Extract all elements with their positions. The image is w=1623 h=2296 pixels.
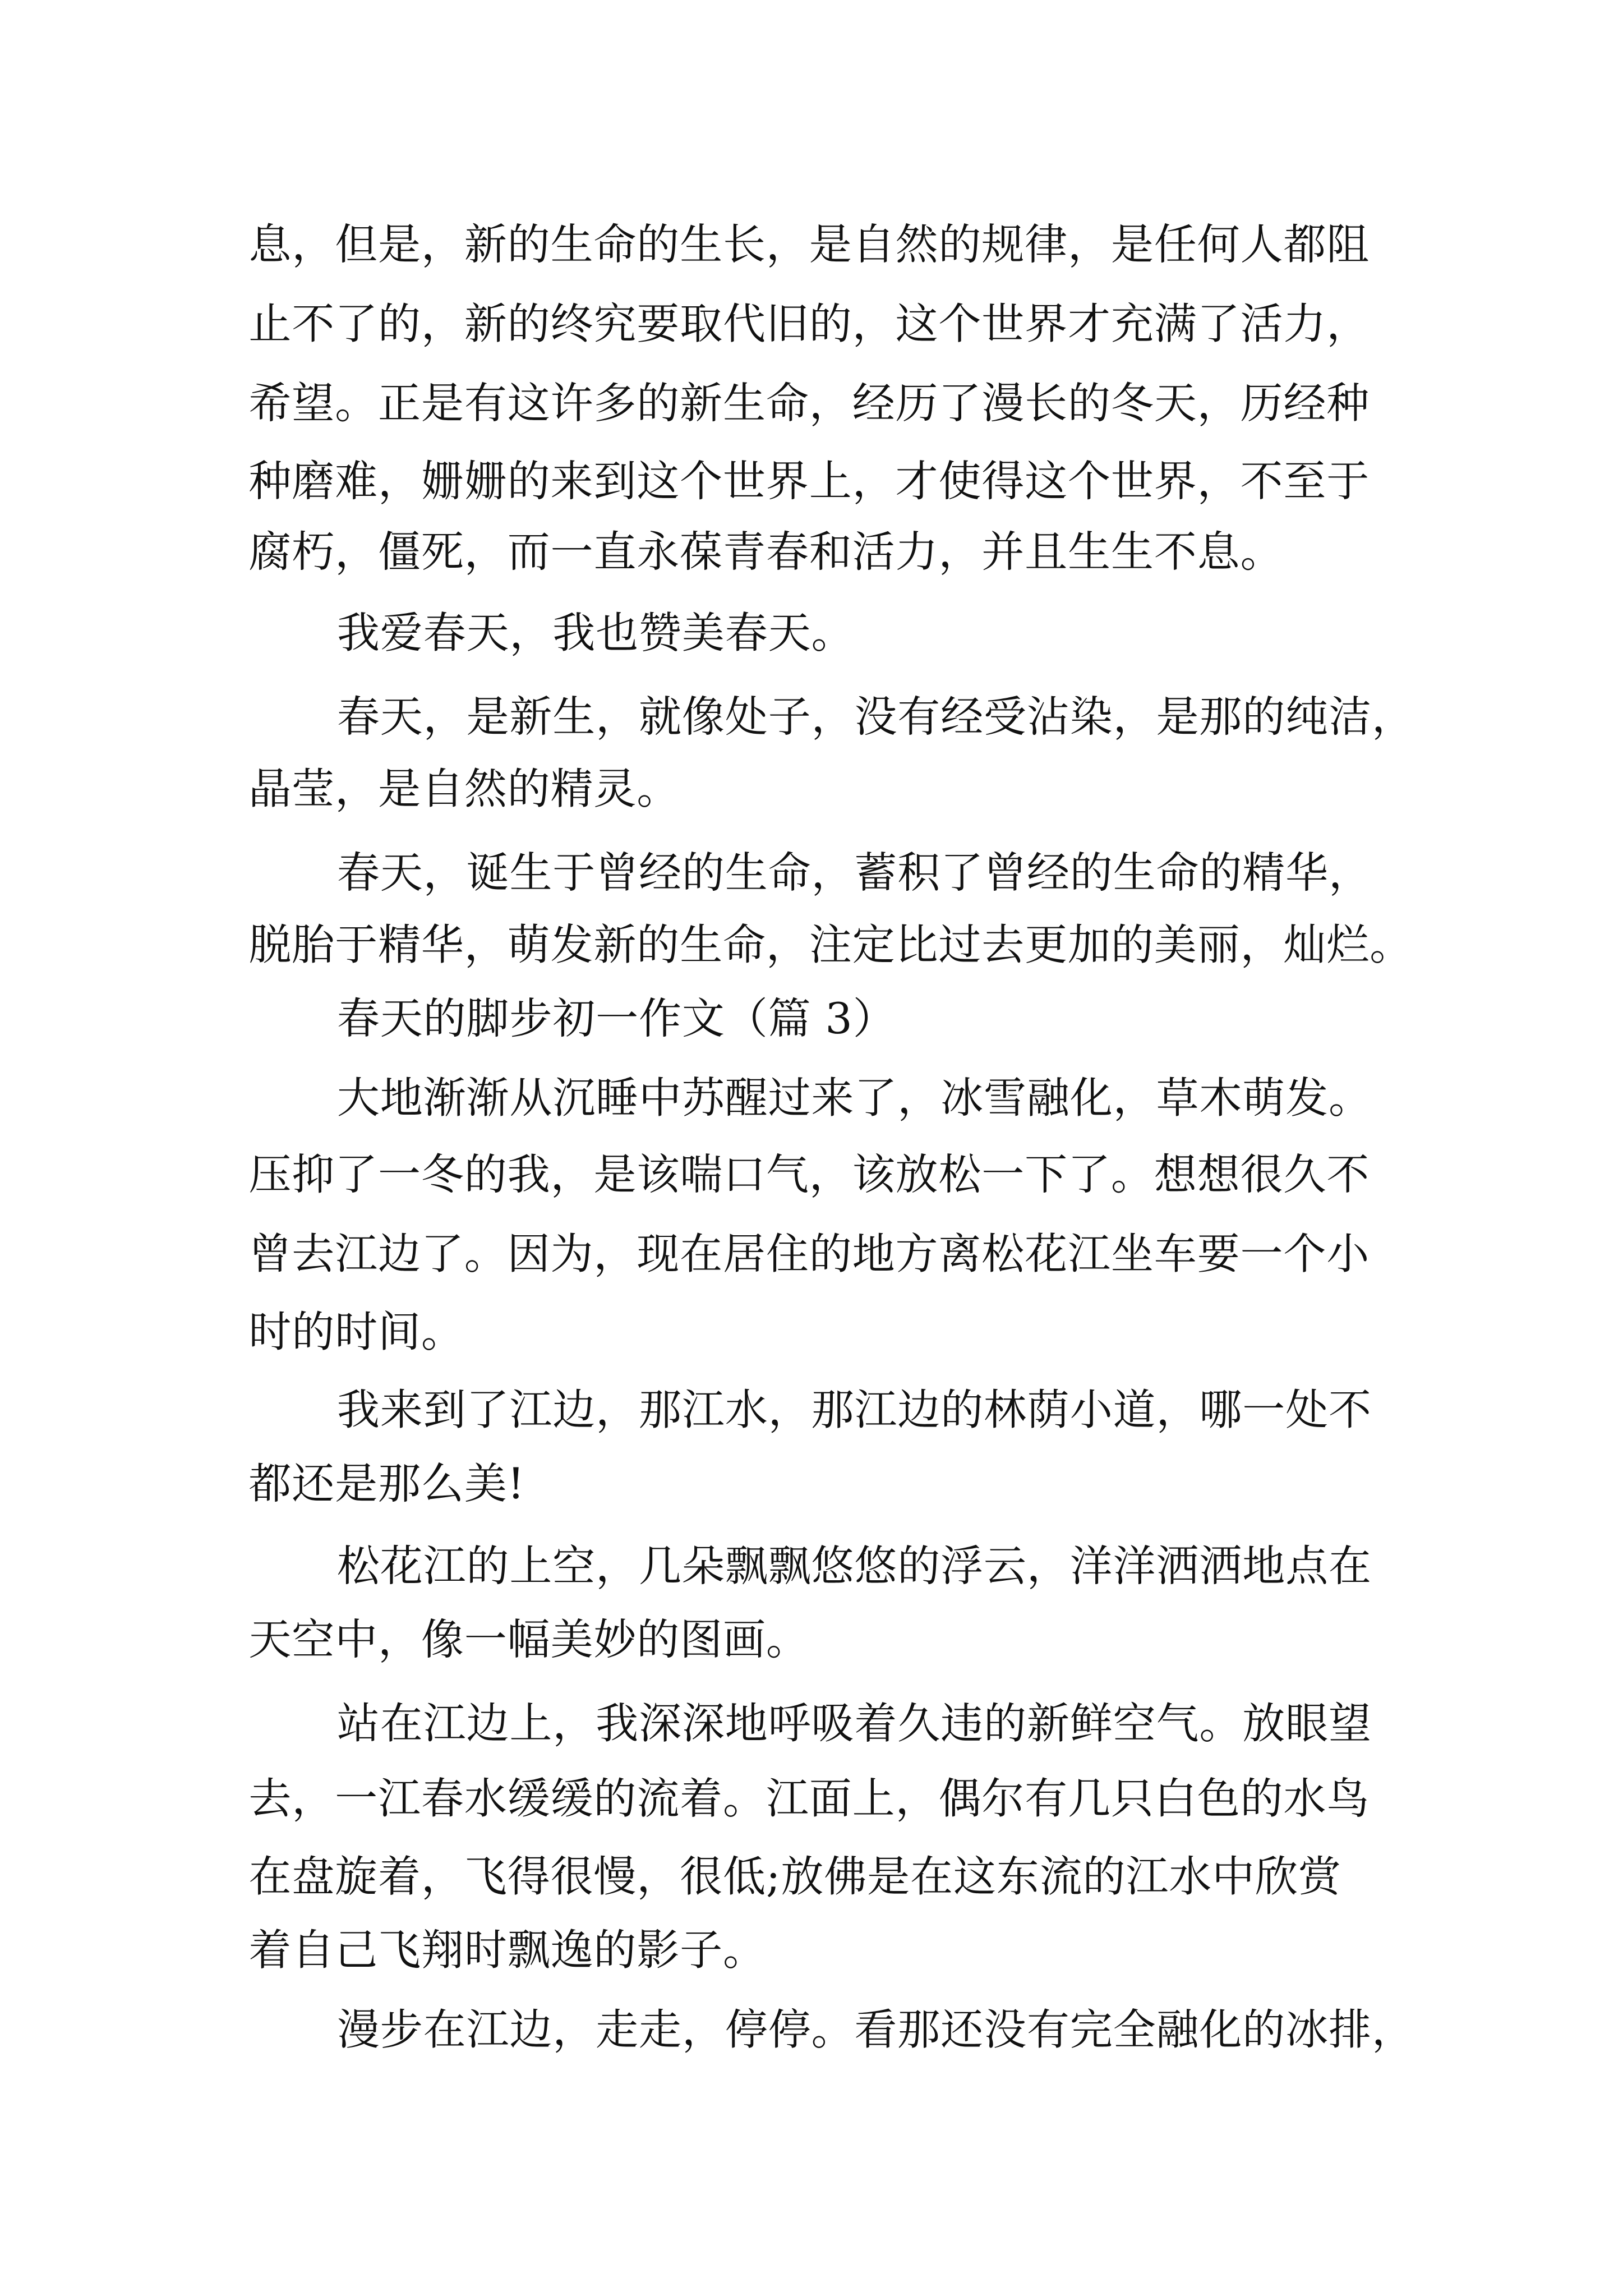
text-line: 希望。正是有这许多的新生命，经历了漫长的冬天，历经种: [248, 378, 1370, 429]
text-line: 脱胎于精华，萌发新的生命，注定比过去更加的美丽，灿烂。: [248, 919, 1413, 970]
paragraph-line: 春天，是新生，就像处子，没有经受沾染，是那的纯洁，: [336, 692, 1415, 742]
text-line: 腐朽，僵死，而一直永葆青春和活力，并且生生不息。: [248, 527, 1284, 577]
text-line: 都还是那么美!: [248, 1458, 525, 1509]
text-line: 去，一江春水缓缓的流着。江面上，偶尔有几只白色的水鸟: [248, 1773, 1370, 1824]
text-line: 压抑了一冬的我，是该喘口气，该放松一下了。想想很久不: [248, 1149, 1370, 1200]
text-line: 息，但是，新的生命的生长，是自然的规律，是任何人都阻: [248, 219, 1370, 270]
text-line: 天空中，像一幅美妙的图画。: [248, 1614, 809, 1665]
text-line: 晶莹，是自然的精灵。: [248, 763, 680, 814]
paragraph-line: 松花江的上空，几朵飘飘悠悠的浮云，洋洋洒洒地点在: [336, 1541, 1372, 1591]
text-line: 着自己飞翔时飘逸的影子。: [248, 1925, 766, 1976]
text-line: 种磨难，姗姗的来到这个世界上，才使得这个世界，不至于: [248, 456, 1370, 507]
paragraph-line: 漫步在江边，走走，停停。看那还没有完全融化的冰排，: [336, 2004, 1415, 2055]
text-line: 止不了的，新的终究要取代旧的，这个世界才充满了活力，: [248, 298, 1370, 349]
paragraph-line: 春天，诞生于曾经的生命，蓄积了曾经的生命的精华，: [336, 848, 1372, 898]
text-line: 在盘旋着，飞得很慢，很低;放佛是在这东流的江水中欣赏: [248, 1851, 1341, 1902]
text-line: 曾去江边了。因为，现在居住的地方离松花江坐车要一个小: [248, 1228, 1370, 1279]
section-heading: 春天的脚步初一作文（篇 3）: [336, 993, 896, 1044]
paragraph-line: 我来到了江边，那江水，那江边的林荫小道，哪一处不: [336, 1384, 1372, 1435]
paragraph-line: 我爱春天，我也赞美春天。: [336, 608, 855, 658]
text-line: 时的时间。: [248, 1306, 464, 1358]
paragraph-line: 大地渐渐从沉睡中苏醒过来了，冰雪融化，草木萌发。: [336, 1073, 1372, 1123]
paragraph-line: 站在江边上，我深深地呼吸着久违的新鲜空气。放眼望: [336, 1698, 1372, 1749]
